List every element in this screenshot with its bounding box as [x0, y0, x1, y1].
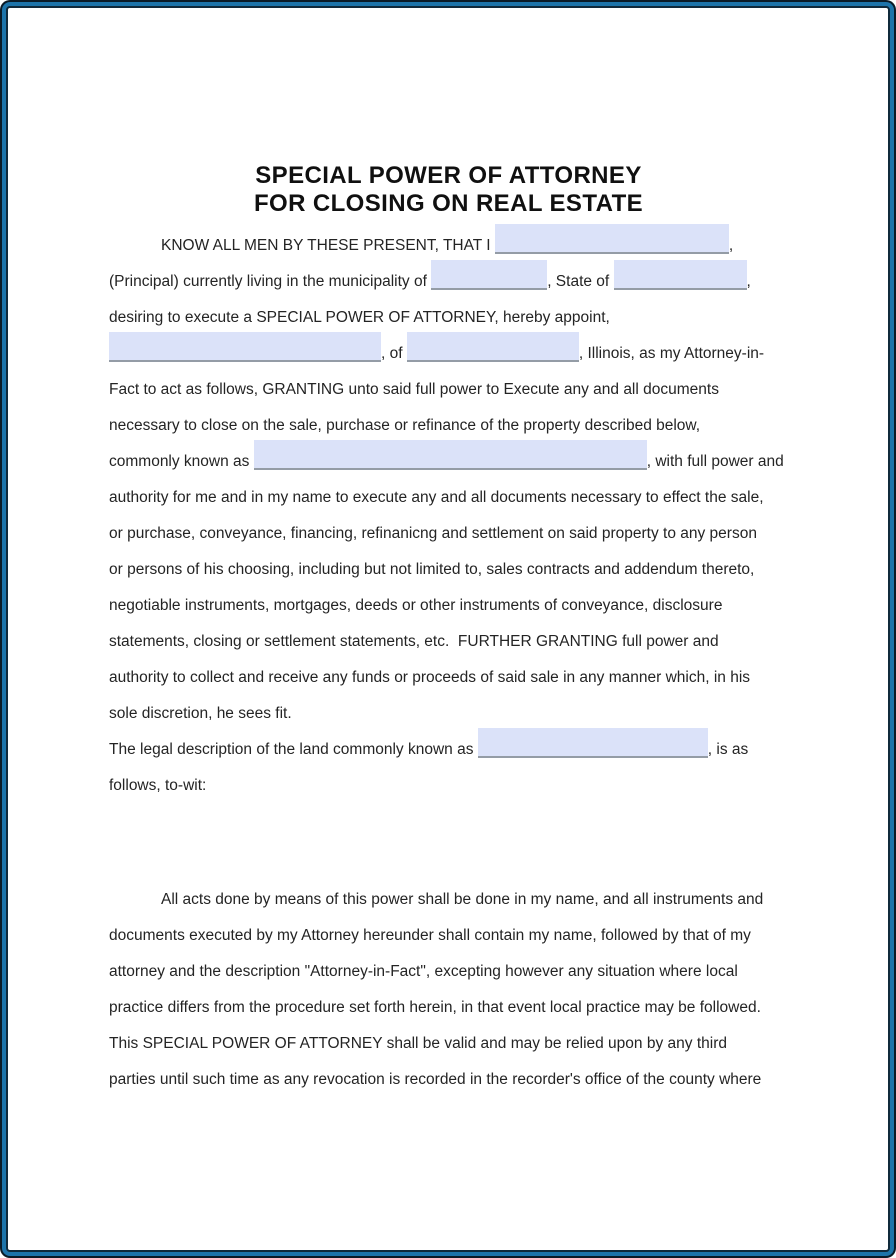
- text-segment: , of: [381, 345, 407, 362]
- text-segment: The legal description of the land commonly known as: [109, 741, 478, 758]
- paragraph-gap: [109, 804, 788, 882]
- text-segment: commonly known as: [109, 453, 254, 470]
- text-segment: authority for me and in my name to execute any and all documents necessary to effect the sale,: [109, 489, 764, 506]
- text-line: [109, 954, 788, 990]
- text-segment: , State of: [547, 273, 614, 290]
- text-line: [109, 588, 788, 624]
- text-segment: follows, to-wit:: [109, 777, 207, 794]
- text-segment: documents executed by my Attorney hereunder shall contain my name, followed by that of my: [109, 927, 751, 944]
- document-page: [6, 6, 890, 1252]
- text-line: [109, 660, 788, 696]
- text-segment: negotiable instruments, mortgages, deeds or other instruments of conveyance, disclosure: [109, 597, 723, 614]
- text-segment: All acts done by means of this power shall be done in my name, and all instruments and: [161, 891, 764, 908]
- text-segment: , with full power and: [646, 453, 784, 470]
- text-segment: ,: [728, 237, 734, 254]
- text-line: [109, 444, 788, 480]
- text-segment: , is as: [707, 741, 749, 758]
- document-body: [109, 228, 788, 1098]
- blank-form-field[interactable]: [614, 260, 747, 290]
- blank-form-field[interactable]: [109, 332, 381, 362]
- text-segment: , Illinois, as my Attorney-in-: [578, 345, 765, 362]
- blank-form-field[interactable]: [478, 728, 708, 758]
- text-segment: authority to collect and receive any funds or proceeds of said sale in any manner which, in his: [109, 669, 751, 686]
- text-segment: necessary to close on the sale, purchase or refinance of the property described below,: [109, 417, 701, 434]
- text-line: [109, 228, 788, 264]
- text-segment: desiring to execute a SPECIAL POWER OF ATTORNEY, hereby appoint,: [109, 309, 610, 326]
- text-segment: statements, closing or settlement statements, etc. FURTHER GRANTING full power and: [109, 633, 719, 650]
- blank-form-field[interactable]: [495, 224, 729, 254]
- text-segment: Fact to act as follows, GRANTING unto said full power to Execute any and all documents: [109, 381, 719, 398]
- text-line: [109, 516, 788, 552]
- text-segment: parties until such time as any revocation is recorded in the recorder's office of the county where: [109, 1071, 762, 1088]
- title-line-1: SPECIAL POWER OF ATTORNEY: [255, 162, 642, 189]
- document-title: [109, 162, 788, 218]
- text-line: [109, 882, 788, 918]
- text-line: [109, 624, 788, 660]
- text-line: [109, 408, 788, 444]
- text-line: [109, 480, 788, 516]
- blank-form-field[interactable]: [431, 260, 547, 290]
- text-segment: sole discretion, he sees fit.: [109, 705, 292, 722]
- text-line: [109, 696, 788, 732]
- text-segment: KNOW ALL MEN BY THESE PRESENT, THAT I: [161, 237, 495, 254]
- page-blue-border: [2, 2, 894, 1256]
- text-line: [109, 300, 788, 336]
- text-segment: ,: [746, 273, 751, 290]
- title-line-2: FOR CLOSING ON REAL ESTATE: [253, 190, 644, 217]
- text-segment: (Principal) currently living in the municipality of: [109, 273, 432, 290]
- text-line: [109, 990, 788, 1026]
- text-line: [109, 372, 788, 408]
- text-segment: or purchase, conveyance, financing, refinanicng and settlement on said property to any person: [109, 525, 757, 542]
- text-line: [109, 1026, 788, 1062]
- blank-form-field[interactable]: [407, 332, 579, 362]
- text-line: [109, 264, 788, 300]
- blank-form-field[interactable]: [254, 440, 647, 470]
- text-segment: attorney and the description "Attorney-in-Fact", excepting however any situation where local: [109, 963, 738, 980]
- text-segment: practice differs from the procedure set forth herein, in that event local practice may be followed.: [109, 999, 761, 1016]
- text-line: [109, 336, 788, 372]
- text-line: [109, 732, 788, 768]
- text-line: [109, 552, 788, 588]
- text-line: [109, 768, 788, 804]
- text-segment: This SPECIAL POWER OF ATTORNEY shall be valid and may be relied upon by any third: [109, 1035, 727, 1052]
- text-segment: or persons of his choosing, including but not limited to, sales contracts and addendum thereto,: [109, 561, 755, 578]
- text-line: [109, 918, 788, 954]
- text-line: [109, 1062, 788, 1098]
